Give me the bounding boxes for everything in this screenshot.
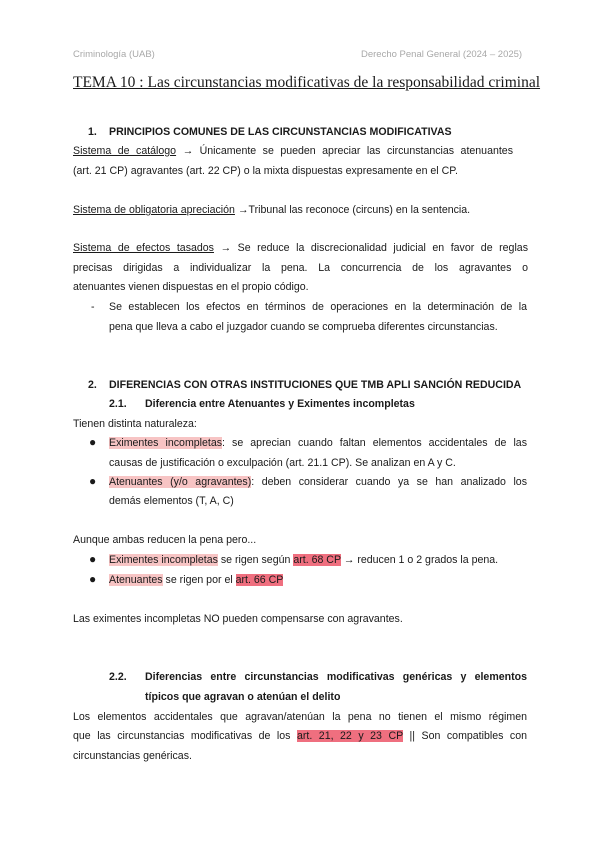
catalogo-line-2: (art. 21 CP) agravantes (art. 22 CP) o la mixta dispuestas expresamente en el CP. [73,165,458,177]
bullet-1-icon: ● [89,435,97,449]
section-2-heading: DIFERENCIAS CON OTRAS INSTITUCIONES QUE TMB APLI SANCIÓN REDUCIDA [109,379,522,391]
obligatoria-term: Sistema de obligatoria apreciación [73,204,235,216]
eximentes-term-2: Eximentes incompletas [109,554,218,566]
naturaleza-intro: Tienen distinta naturaleza: [73,418,197,430]
tasados-line-2: precisas dirigidas a individualizar la pena. La concurrencia de los agravantes o [73,262,528,274]
bullet-4-line [109,573,283,587]
art-68-highlight: art. 68 CP [293,554,341,566]
sub-point-line-2: pena que lleva a cabo el juzgador cuando se comprueba diferentes circunstancias. [109,321,498,333]
section-1-heading: PRINCIPIOS COMUNES DE LAS CIRCUNSTANCIAS MODIFICATIVAS [109,126,452,138]
bullet-3-mid: se rigen según [217,554,294,566]
header-subject: Derecho Penal General (2024 – 2025) [361,49,523,60]
atenuantes-text: : deben considerar cuando ya se han analizado los [251,476,527,488]
section-2-number: 2. [88,379,97,391]
catalogo-text: → Únicamente se pueden apreciar las circunstancias atenuantes [176,145,513,157]
bullet-2-icon: ● [89,474,97,488]
tasados-term: Sistema de efectos tasados [73,242,214,254]
eximentes-text: : se aprecian cuando faltan elementos accidentales de las [222,437,527,449]
tasados-line-1 [73,241,528,255]
bullet-3-end: → reducen 1 o 2 grados la pena. [340,554,499,566]
header-course: Criminología (UAB) [73,49,155,60]
bullet-4-mid: se rigen por el [162,574,236,586]
section-2-1-heading: Diferencia entre Atenuantes y Eximentes incompletas [145,398,415,410]
bullet-1-line-1 [109,436,527,450]
paragraph-line-2-end: || Son compatibles con [402,730,528,742]
section-2-2-heading-line-2: típicos que agravan o atenúan el delito [145,691,341,703]
bullet-3-icon: ● [89,552,97,566]
sub-point-line-1: Se establecen los efectos en términos de operaciones en la determinación de la [109,301,527,313]
art-66-highlight: art. 66 CP [235,574,284,586]
bullet-1-line-2: causas de justificación o exculpación (art. 21.1 CP). Se analizan en A y C. [109,457,456,469]
atenuantes-term-2: Atenuantes [109,574,163,586]
tasados-line-3: atenuantes vienen dispuestas en el propio código. [73,281,309,293]
page-title: TEMA 10 : Las circunstancias modificativas de la responsabilidad criminal [73,74,541,91]
section-1-number: 1. [88,126,97,138]
art-21-22-23-highlight: art. 21, 22 y 23 CP [296,730,403,742]
compensar-line: Las eximentes incompletas NO pueden compensarse con agravantes. [73,613,403,625]
paragraph-line-2 [73,729,527,743]
obligatoria-line [73,203,470,217]
atenuantes-term: Atenuantes (y/o agravantes) [109,476,252,488]
bullet-3-line [109,553,498,567]
bullet-4-icon: ● [89,572,97,586]
eximentes-term: Eximentes incompletas [109,437,223,449]
dash-marker: - [91,301,95,313]
section-2-1-number: 2.1. [109,398,127,410]
obligatoria-text: →Tribunal las reconoce (circuns) en la sentencia. [234,204,471,216]
catalogo-term: Sistema de catálogo [73,145,177,157]
section-2-2-heading-line-1: Diferencias entre circunstancias modificativas genéricas y elementos [145,671,527,683]
section-2-2-number: 2.2. [109,671,127,683]
bullet-2-line-2: demás elementos (T, A, C) [109,495,234,507]
catalogo-line-1 [73,144,513,158]
tasados-text: → Se reduce la discrecionalidad judicial en favor de reglas [213,242,528,254]
bullet-2-line-1 [109,475,527,489]
paragraph-line-3: circunstancias genéricas. [73,750,192,762]
pero-line: Aunque ambas reducen la pena pero... [73,534,257,546]
paragraph-line-2-start: que las circunstancias modificativas de los [73,730,297,742]
paragraph-line-1: Los elementos accidentales que agravan/atenúan la pena no tienen el mismo régimen [73,711,527,723]
